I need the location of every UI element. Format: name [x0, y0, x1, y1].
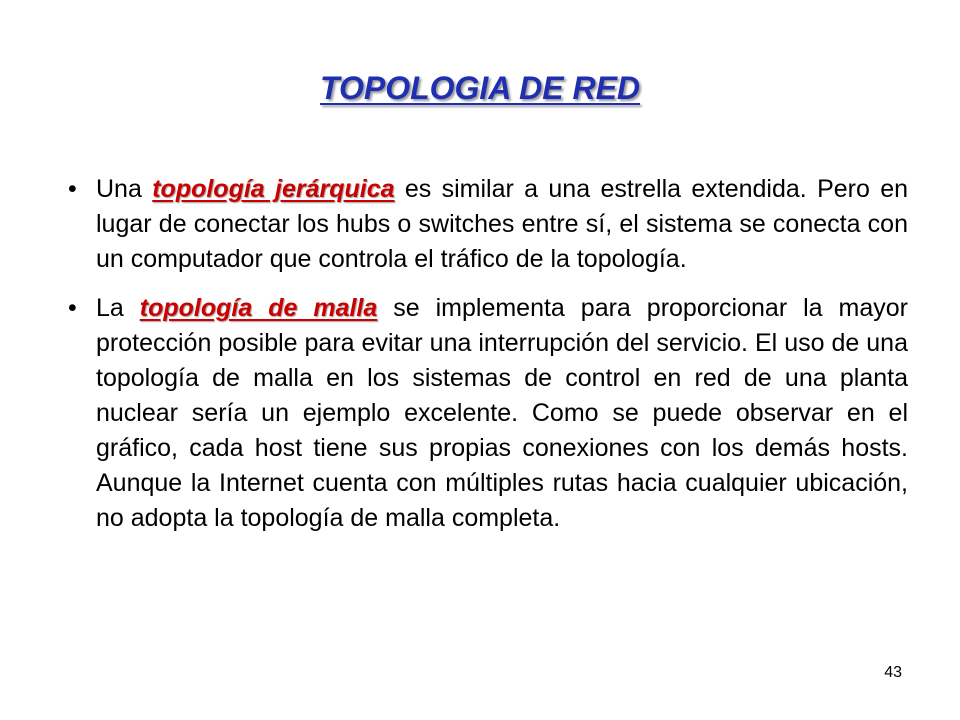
bullet-icon: • [68, 175, 77, 203]
bullet-prefix: Una [96, 175, 142, 203]
highlighted-term: topología jerárquica [152, 175, 395, 203]
bullet-text [96, 172, 908, 277]
bullet-icon: • [68, 294, 77, 322]
bullet-text [96, 291, 908, 536]
slide-content [68, 172, 908, 550]
bullet-item-mesh [68, 291, 908, 536]
bullet-item-hierarchical [68, 172, 908, 277]
bullet-body: es similar a una estrella extendida. Pero en lugar de conectar los hubs o switches entre sí, el sistema se conecta con un computador que controla el tráfico de la topología. [96, 175, 909, 273]
bullet-body: se implementa para proporcionar la mayor protección posible para evitar una interrupción del servicio. El uso de una topología de malla en los sistemas de control en red de una planta nuclear sería un ejemplo excelente. Como se puede observar en el gráfico, cada host tiene sus propias conexiones con los demás hosts. Aunque la Internet cuenta con múltiples rutas hacia cualquier ubicación, no adopta la topología de malla completa. [96, 294, 908, 532]
page-number: 43 [884, 664, 902, 681]
bullet-prefix: La [96, 294, 124, 322]
highlighted-term: topología de malla [139, 294, 378, 322]
slide-title: TOPOLOGIA DE RED [319, 70, 641, 106]
